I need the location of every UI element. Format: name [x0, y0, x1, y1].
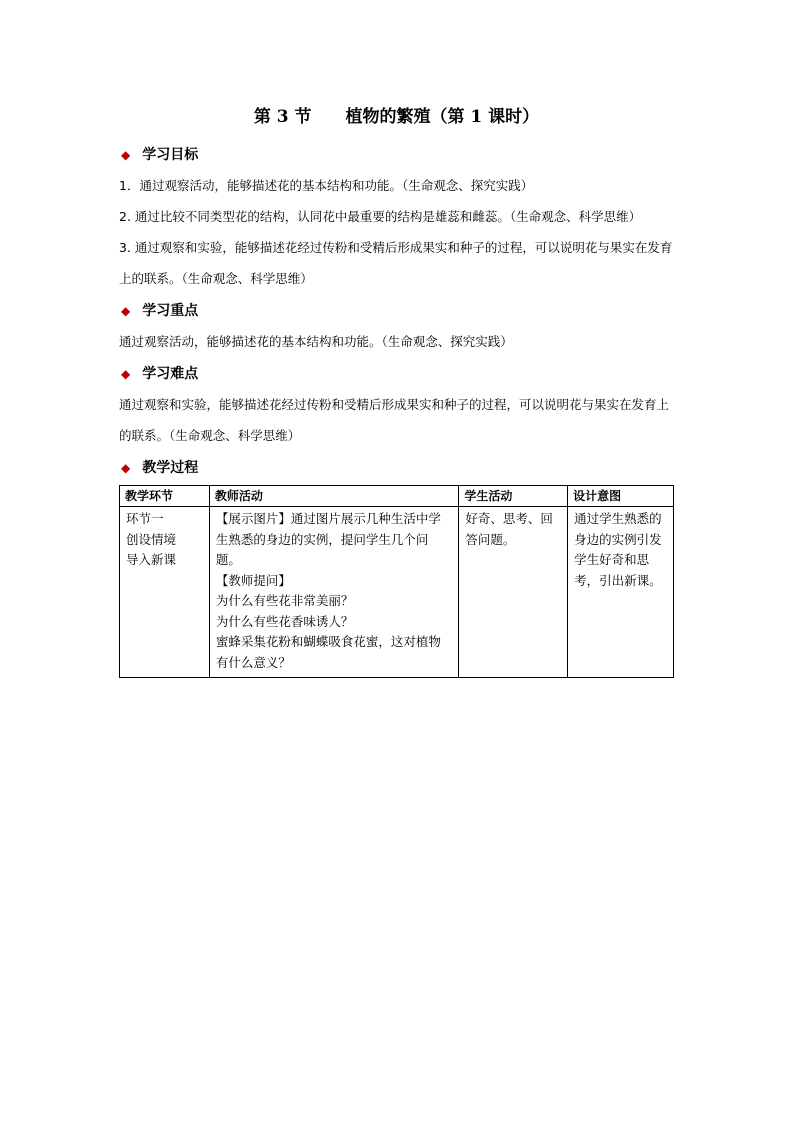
teacher-activity-cell — [209, 507, 458, 678]
column-header-teacher: 教师活动 — [209, 486, 458, 507]
objective-item-1: 1．通过观察活动，能够描述花的基本结构和功能。（生命观念、探究实践） — [119, 178, 534, 193]
stage-line: 创设情境 — [126, 531, 177, 547]
teaching-process-table — [119, 485, 674, 678]
difficulties-text: 通过观察和实验，能够描述花经过传粉和受精后形成果实和种子的过程，可以说明花与果实在发育上的联系。（生命观念、科学思维） — [119, 397, 670, 443]
stage-line: 导入新课 — [126, 552, 177, 567]
diamond-bullet-icon: ◆ — [121, 304, 131, 318]
difficulties-heading-text: 学习难点 — [142, 366, 199, 382]
column-header-stage: 教学环节 — [120, 486, 210, 507]
teacher-activity-line: 【教师提问】 — [215, 572, 291, 588]
process-heading — [119, 455, 674, 481]
section-number: 第 3 节 — [253, 107, 312, 127]
objectives-heading-text: 学习目标 — [142, 147, 199, 163]
objective-item-2: 2. 通过比较不同类型花的结构，认同花中最重要的结构是雄蕊和雌蕊。（生命观念、科学思维） — [119, 209, 642, 224]
column-header-student: 学生活动 — [459, 486, 568, 507]
diamond-bullet-icon: ◆ — [121, 148, 131, 162]
stage-line: 环节一 — [126, 511, 164, 526]
difficulties-heading — [119, 361, 674, 387]
lesson-title — [119, 100, 674, 134]
teacher-activity-line: 为什么有些花香味诱人？ — [215, 613, 354, 629]
key-points-heading-text: 学习重点 — [142, 303, 199, 319]
diamond-bullet-icon: ◆ — [121, 461, 131, 475]
stage-cell — [120, 507, 210, 678]
objectives-heading — [119, 142, 674, 168]
teacher-activity-line: 【展示图片】通过图片展示几种生活中学生熟悉的身边的实例，提问学生几个问题。 — [215, 511, 441, 567]
key-points-heading — [119, 298, 674, 324]
key-points-text: 通过观察活动，能够描述花的基本结构和功能。（生命观念、探究实践） — [119, 334, 513, 349]
teacher-activity-line: 为什么有些花非常美丽？ — [215, 593, 354, 608]
design-intent-cell: 通过学生熟悉的身边的实例引发学生好奇和思考，引出新课。 — [568, 507, 674, 678]
student-activity-cell: 好奇、思考、回答问题。 — [459, 507, 568, 678]
diamond-bullet-icon: ◆ — [121, 367, 131, 381]
table-row — [120, 507, 674, 678]
objective-item-3: 3. 通过观察和实验，能够描述花经过传粉和受精后形成果实和种子的过程，可以说明花与果实在发育上的联系。（生命观念、科学思维） — [119, 240, 673, 286]
lesson-name: 植物的繁殖（第 1 课时） — [345, 107, 540, 127]
column-header-intent: 设计意图 — [568, 486, 674, 507]
table-header-row — [120, 486, 674, 507]
process-heading-text: 教学过程 — [142, 460, 199, 476]
teacher-activity-line: 蜜蜂采集花粉和蝴蝶吸食花蜜，这对植物有什么意义？ — [215, 634, 441, 670]
document-content — [119, 100, 674, 678]
